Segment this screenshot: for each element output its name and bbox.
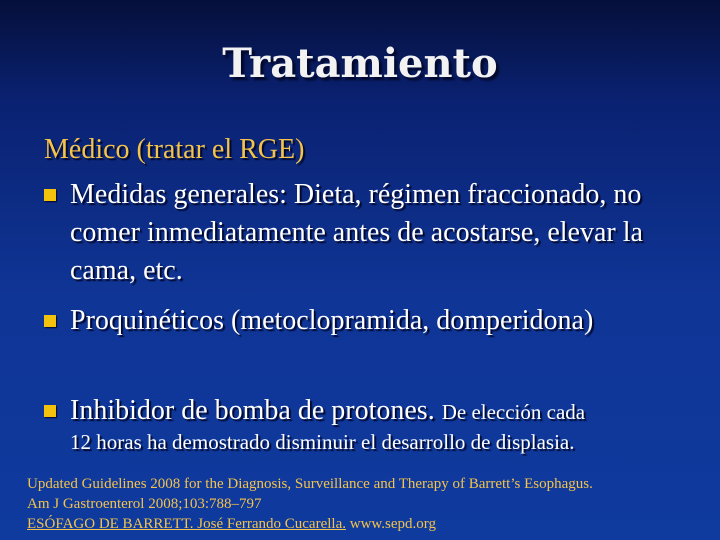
bullet-item-inhibidor [44,392,704,457]
section-subtitle: Médico (tratar el RGE) [44,134,305,165]
bullet-square-icon [44,315,56,327]
bullet-text-main: Inhibidor de bomba de protones. [70,395,435,426]
bullet-item-medidas [44,176,704,290]
reference-website: www.sepd.org [349,516,436,532]
reference-link[interactable]: ESÓFAGO DE BARRETT. José Ferrando Cucarella. [27,516,346,532]
bullet-text: Proquinéticos (metoclopramida, domperidona) [70,305,594,336]
bullet-text-note-continued: 12 horas ha demostrado disminuir el desarrollo de displasia. [70,430,575,454]
slide-title: Tratamiento [222,40,498,87]
reference-line-3 [27,514,717,534]
reference-line-2: Am J Gastroenterol 2008;103:788–797 [27,496,262,512]
bullet-text [70,392,704,457]
bullet-square-icon [44,405,56,417]
reference-line-1: Updated Guidelines 2008 for the Diagnosis, Surveillance and Therapy of Barrett’s Esophagus. [27,476,593,492]
bullet-item-proquineticos [44,302,704,340]
bullet-text-note: De elección cada [441,400,586,424]
bullet-text: Medidas generales: Dieta, régimen fraccionado, no comer inmediatamente antes de acostarse, elevar la cama, etc. [70,179,643,286]
bullet-square-icon [44,189,56,201]
references [27,474,717,534]
